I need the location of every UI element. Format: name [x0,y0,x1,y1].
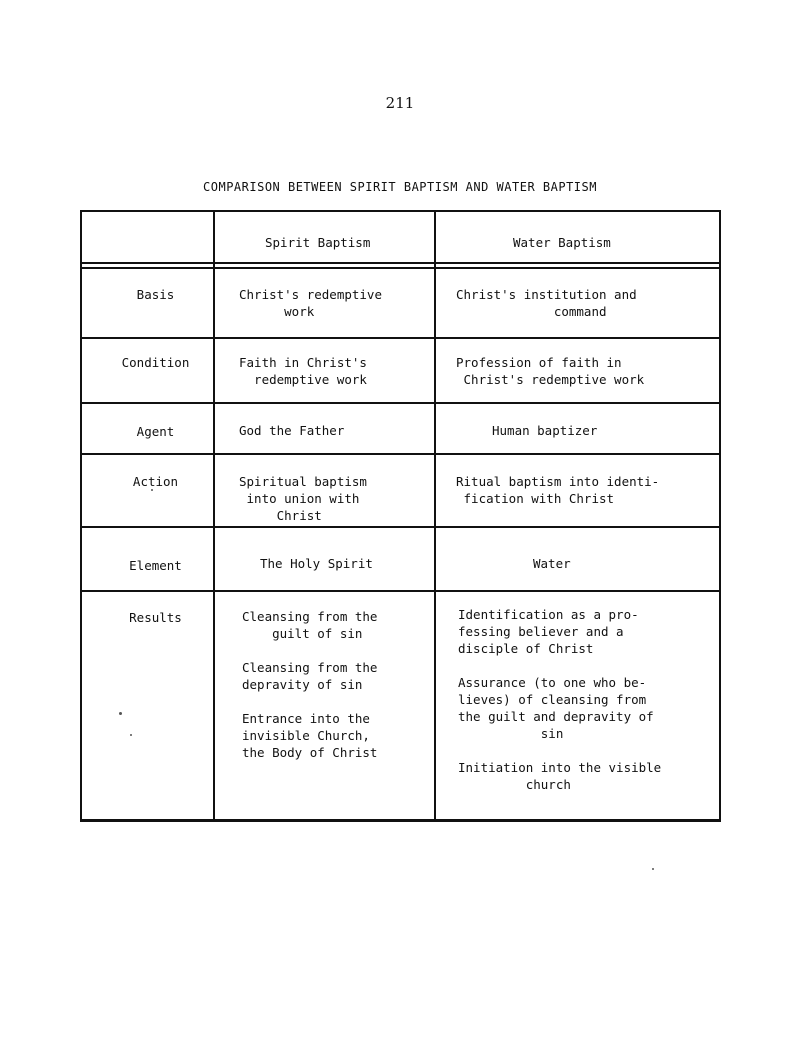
cell-element-spirit: The Holy Spirit [260,556,373,571]
row-separator [82,402,719,404]
row-label-agent: Agent [136,424,175,439]
column-divider [213,212,215,819]
cell-element-water: Water [533,556,571,571]
row-label-action: Action [132,474,179,489]
header-rule [82,262,719,264]
cell-basis-water: Christ's institution and command [456,287,637,319]
header-rule [82,267,719,269]
scan-speck [151,489,153,491]
row-label-basis: Basis [136,287,175,302]
cell-results-spirit: Cleansing from the guilt of sin Cleansing from the depravity of sin Entrance into the invisible Church, the Body of Christ [242,609,378,760]
row-label-results: Results [129,610,182,625]
header-spirit-baptism: Spirit Baptism [265,235,371,250]
row-separator [82,337,719,339]
table-title: COMPARISON BETWEEN SPIRIT BAPTISM AND WATER BAPTISM [203,180,597,194]
cell-action-water: Ritual baptism into identi- fication with Christ [456,474,660,506]
row-separator [82,590,719,592]
cell-results-water: Identification as a pro- fessing believer and a disciple of Christ Assurance (to one who be- lieves) of cleansing from the guilt and depravity of sin Initiation into the visible church [458,607,662,792]
scan-speck [652,868,654,870]
cell-condition-spirit: Faith in Christ's redemptive work [239,355,367,387]
row-separator [82,453,719,455]
comparison-table [80,210,721,822]
column-divider [434,212,436,819]
cell-agent-water: Human baptizer [492,423,598,438]
row-label-condition: Condition [121,355,190,370]
header-water-baptism: Water Baptism [513,235,611,250]
row-label-element: Element [129,558,182,573]
page-number: 211 [385,94,415,112]
cell-action-spirit: Spiritual baptism into union with Christ [239,474,367,523]
scan-speck [119,712,122,715]
cell-condition-water: Profession of faith in Christ's redemptive work [456,355,645,387]
cell-basis-spirit: Christ's redemptive work [239,287,382,319]
scan-speck [130,734,132,736]
cell-agent-spirit: God the Father [239,423,345,438]
row-separator [82,526,719,528]
